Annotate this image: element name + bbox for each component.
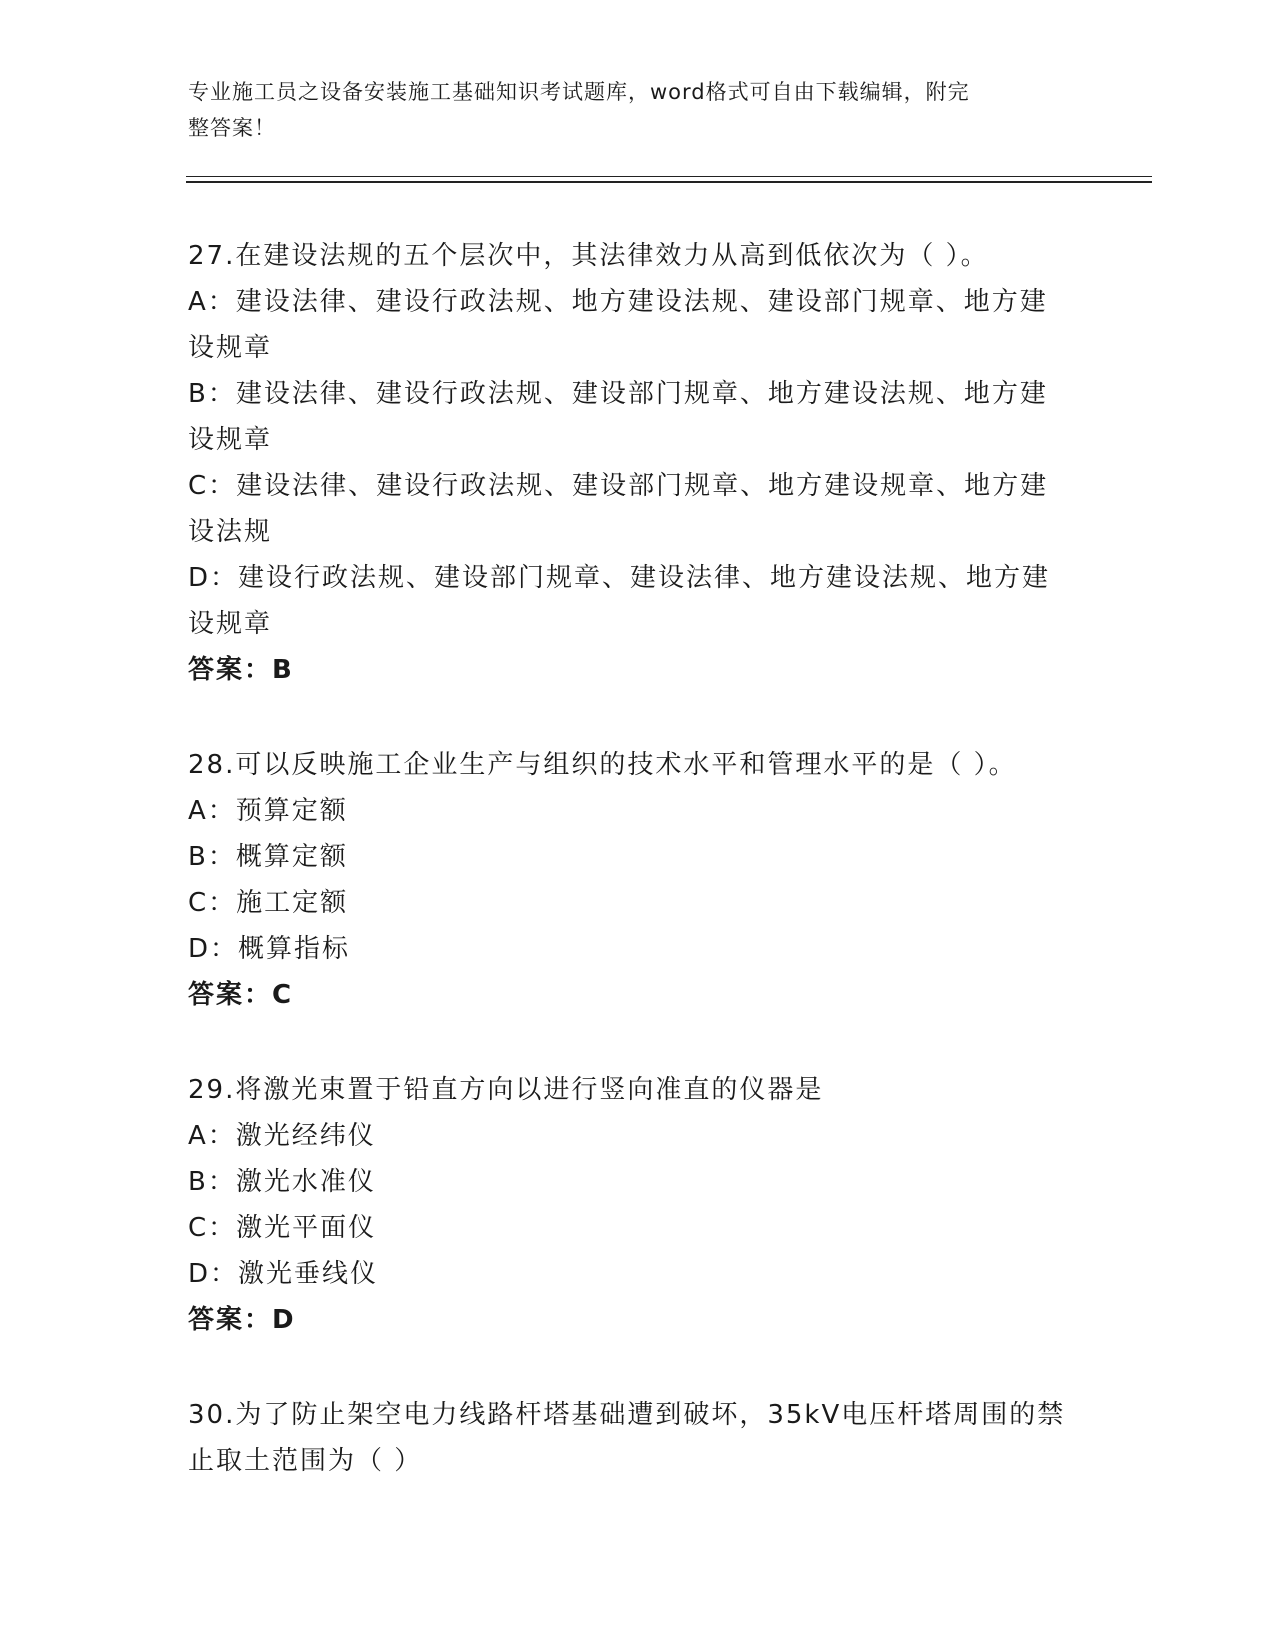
question-29 — [188, 1067, 1088, 1343]
header-line-2: 整答案！ — [188, 116, 276, 140]
question-30 — [188, 1392, 1088, 1484]
answer-line: 答案：D — [188, 1305, 296, 1335]
answer-line: 答案：B — [188, 655, 294, 685]
option-text: C：建设法律、建设行政法规、建设部门规章、地方建设规章、地方建 — [188, 471, 1049, 501]
header-line-1: 专业施工员之设备安装施工基础知识考试题库，word格式可自由下载编辑，附完 — [188, 80, 970, 104]
header-divider-bottom — [186, 181, 1152, 183]
answer-line: 答案：C — [188, 980, 294, 1010]
question-list — [188, 233, 1088, 1533]
option-text-continued: 设法规 — [188, 517, 273, 547]
question-stem-continued: 止取土范围为（ ） — [188, 1446, 423, 1476]
option-d: D：激光垂线仪 — [188, 1259, 379, 1289]
question-27 — [188, 233, 1088, 693]
header-divider-top — [186, 176, 1152, 177]
option-text: D：建设行政法规、建设部门规章、建设法律、地方建设法规、地方建 — [188, 563, 1051, 593]
question-stem: 29.将激光束置于铅直方向以进行竖向准直的仪器是 — [188, 1075, 824, 1105]
option-text: B：建设法律、建设行政法规、建设部门规章、地方建设法规、地方建 — [188, 379, 1048, 409]
option-c: C：施工定额 — [188, 888, 349, 918]
question-stem: 30.为了防止架空电力线路杆塔基础遭到破坏，35kV电压杆塔周围的禁 — [188, 1400, 1066, 1430]
option-text-continued: 设规章 — [188, 333, 273, 363]
option-a — [188, 279, 1088, 371]
option-b — [188, 371, 1088, 463]
option-text-continued: 设规章 — [188, 609, 273, 639]
option-b: B：概算定额 — [188, 842, 348, 872]
option-a: A：预算定额 — [188, 796, 348, 826]
option-text-continued: 设规章 — [188, 425, 273, 455]
option-text: A：建设法律、建设行政法规、地方建设法规、建设部门规章、地方建 — [188, 287, 1048, 317]
option-c: C：激光平面仪 — [188, 1213, 377, 1243]
question-28 — [188, 742, 1088, 1018]
option-a: A：激光经纬仪 — [188, 1121, 376, 1151]
question-stem: 27.在建设法规的五个层次中，其法律效力从高到低依次为（ ）。 — [188, 241, 989, 271]
option-c — [188, 463, 1088, 555]
document-header — [188, 74, 1068, 146]
question-stem: 28.可以反映施工企业生产与组织的技术水平和管理水平的是（ ）。 — [188, 750, 1017, 780]
option-b: B：激光水准仪 — [188, 1167, 376, 1197]
option-d — [188, 555, 1088, 647]
option-d: D：概算指标 — [188, 934, 351, 964]
